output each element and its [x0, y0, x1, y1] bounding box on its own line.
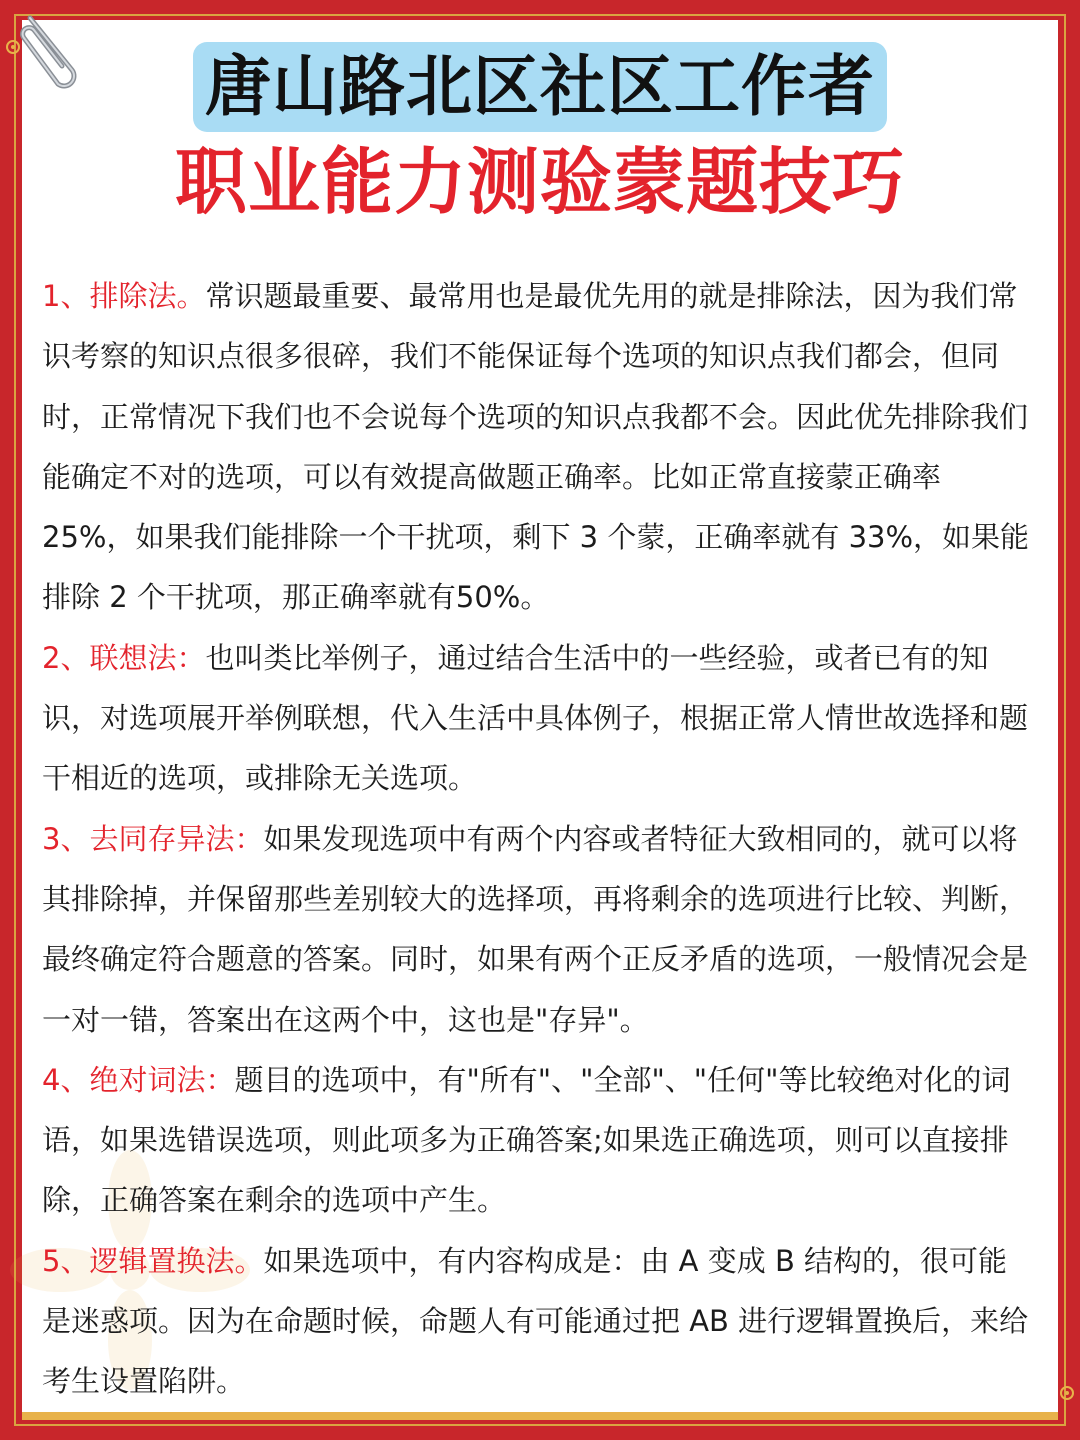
- tip-body: 也叫类比举例子，通过结合生活中的一些经验，或者已有的知识，对选项展开举例联想，代入生活中具体例子，根据正常人情世故选择和题干相近的选项，或排除无关选项。: [42, 640, 1029, 796]
- tip-heading: 1、排除法。: [42, 279, 206, 313]
- page-subtitle: 职业能力测验蒙题技巧: [174, 140, 905, 224]
- tip-item: [42, 266, 1032, 628]
- tip-heading: 3、去同存异法：: [42, 821, 264, 856]
- tip-body: 题目的选项中，有"所有"、"全部"、"任何"等比较绝对化的词语，如果选错误选项，则此项多为正确答案;如果选正确选项，则可以直接排除，正确答案在剩余的选项中产生。: [42, 1062, 1011, 1218]
- tip-body: 如果选项中，有内容构成是：由 A 变成 B 结构的，很可能是迷惑项。因为在命题时候，命题人有可能通过把 AB 进行逻辑置换后，来给考生设置陷阱。: [42, 1243, 1029, 1399]
- tip-item: [42, 809, 1032, 1050]
- tip-heading: 5、逻辑置换法。: [42, 1243, 264, 1278]
- title-line-1-wrap: [0, 42, 1080, 132]
- bottom-stripe: [22, 1412, 1058, 1420]
- tip-heading: 2、联想法：: [42, 640, 206, 675]
- tips-list: [42, 266, 1032, 1412]
- tip-heading: 4、绝对词法：: [42, 1062, 235, 1097]
- corner-ornament-icon: [1056, 1382, 1078, 1404]
- tip-item: [42, 1231, 1032, 1412]
- tip-body: 如果发现选项中有两个内容或者特征大致相同的，就可以将其排除掉，并保留那些差别较大的选择项，再将剩余的选项进行比较、判断，最终确定符合题意的答案。同时，如果有两个正反矛盾的选项，一般情况会是一对一错，答案出在这两个中，这也是"存异"。: [42, 821, 1029, 1037]
- tip-item: [42, 628, 1032, 809]
- page-title: 唐山路北区社区工作者: [193, 42, 887, 132]
- tip-item: [42, 1050, 1032, 1231]
- tip-body: 常识题最重要、最常用也是最优先用的就是排除法，因为我们常识考察的知识点很多很碎，我们不能保证每个选项的知识点我们都会，但同时，正常情况下我们也不会说每个选项的知识点我都不会。因此优先排除我们能确定不对的选项，可以有效提高做题正确率。比如正常直接蒙正确率 25%，如果我们能排除一个干扰项，剩下 3 个蒙，正确率就有 33%，如果能排除 2 个干扰项，那正确率就有50%。: [42, 279, 1030, 615]
